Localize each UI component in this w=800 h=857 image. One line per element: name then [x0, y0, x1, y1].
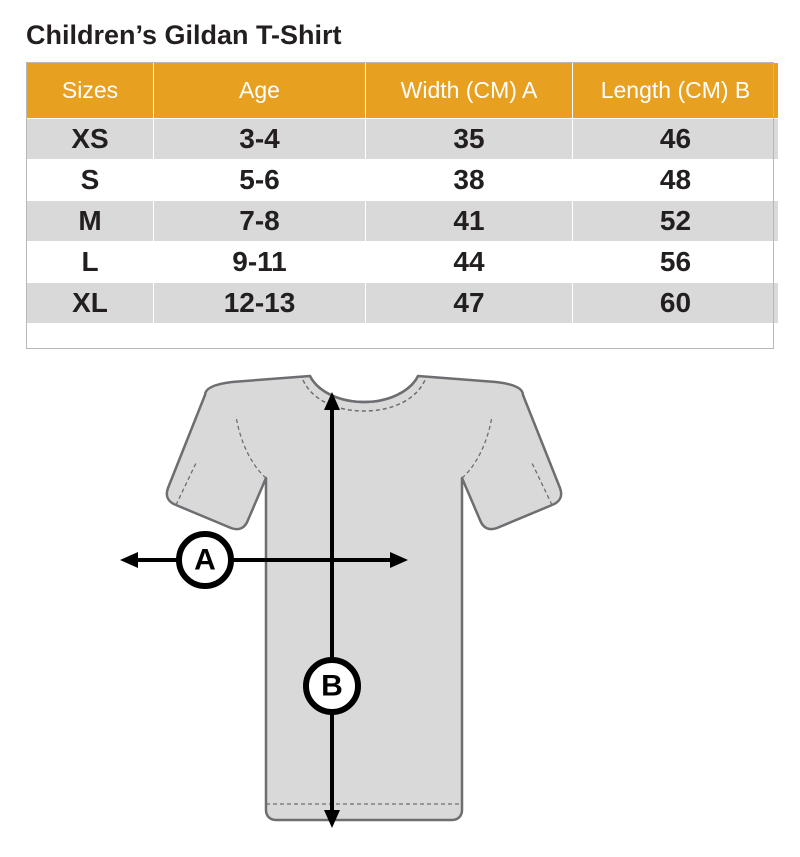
cell-length: 52	[573, 201, 779, 242]
cell-size: L	[27, 242, 154, 283]
column-header-width: Width (CM) A	[366, 63, 573, 119]
width-label-a: A	[194, 543, 216, 577]
table-row	[27, 160, 779, 201]
tshirt-icon	[167, 376, 561, 820]
cell-width: 35	[366, 119, 573, 160]
column-header-age: Age	[154, 63, 366, 119]
cell-age: 12-13	[154, 283, 366, 324]
cell-age: 3-4	[154, 119, 366, 160]
cell-width: 47	[366, 283, 573, 324]
cell-age: 5-6	[154, 160, 366, 201]
cell-age: 9-11	[154, 242, 366, 283]
table-row	[27, 119, 779, 160]
cell-length: 48	[573, 160, 779, 201]
cell-width: 44	[366, 242, 573, 283]
tshirt-measurement-diagram	[0, 370, 800, 850]
cell-width: 41	[366, 201, 573, 242]
length-label-b: B	[321, 669, 343, 703]
table-row	[27, 242, 779, 283]
cell-size: M	[27, 201, 154, 242]
column-header-sizes: Sizes	[27, 63, 154, 119]
cell-age: 7-8	[154, 201, 366, 242]
cell-size: XL	[27, 283, 154, 324]
cell-size: XS	[27, 119, 154, 160]
table-header	[27, 63, 779, 119]
cell-width: 38	[366, 160, 573, 201]
cell-size: S	[27, 160, 154, 201]
table-row	[27, 283, 779, 324]
size-table	[26, 62, 779, 324]
table-body	[27, 119, 779, 324]
cell-length: 56	[573, 242, 779, 283]
table-header-row	[27, 63, 779, 119]
column-header-length: Length (CM) B	[573, 63, 779, 119]
page-title: Children’s Gildan T-Shirt	[26, 20, 342, 50]
table-row	[27, 201, 779, 242]
cell-length: 46	[573, 119, 779, 160]
cell-length: 60	[573, 283, 779, 324]
